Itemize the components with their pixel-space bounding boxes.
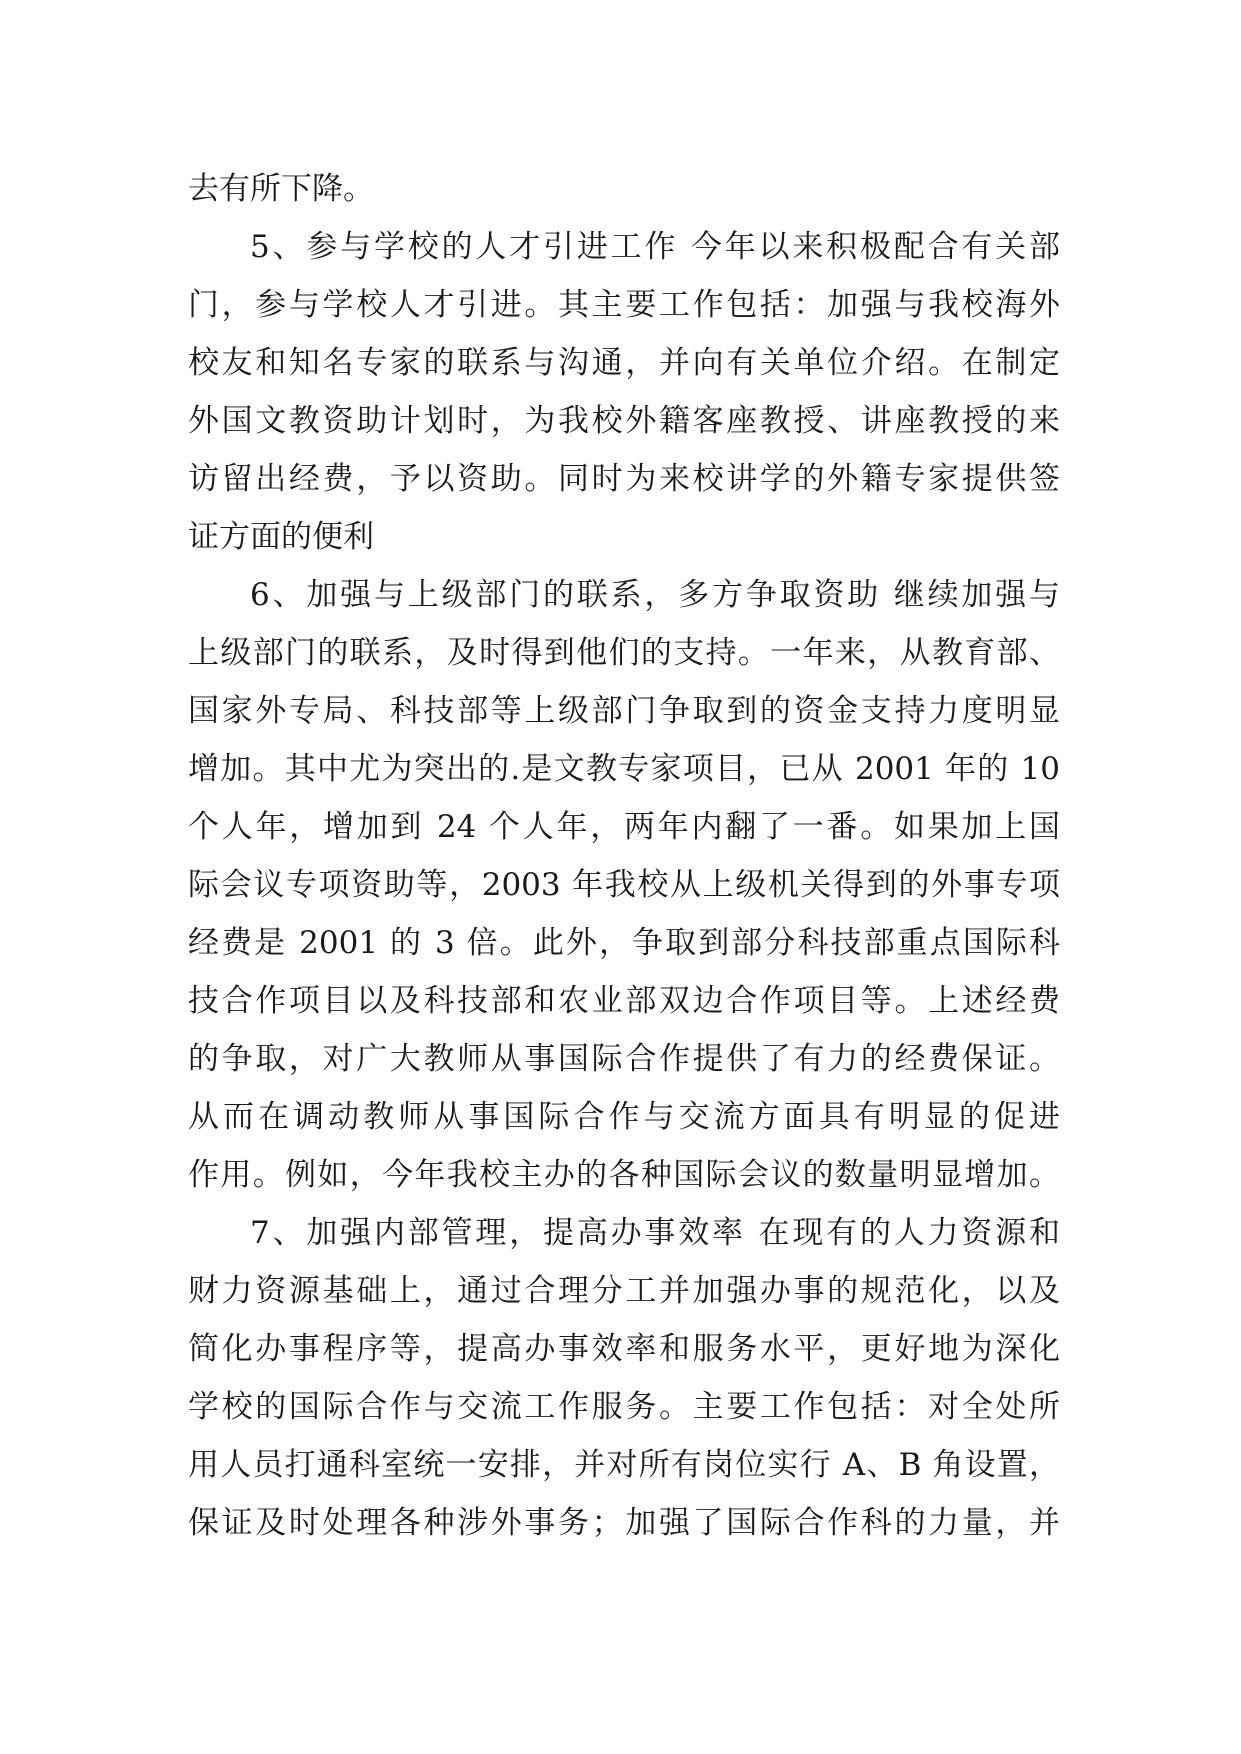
text-line: 5、参与学校的人才引进工作 今年以来积极配合有关部 <box>250 229 1060 265</box>
text-line: 作用。例如，今年我校主办的各种国际会议的数量明显增加。 <box>188 1157 1060 1193</box>
text-line: 从而在调动教师从事国际合作与交流方面具有明显的促进 <box>188 1099 1060 1135</box>
text-line: 7、加强内部管理，提高办事效率 在现有的人力资源和 <box>250 1215 1060 1251</box>
text-line: 的争取，对广大教师从事国际合作提供了有力的经费保证。 <box>188 1041 1060 1077</box>
paragraph-2-talent-recruitment <box>188 218 1060 566</box>
text-line: 用人员打通科室统一安排，并对所有岗位实行 A、B 角设置， <box>188 1447 1060 1483</box>
text-line: 门，参与学校人才引进。其主要工作包括：加强与我校海外 <box>188 287 1060 323</box>
text-line: 保证及时处理各种涉外事务；加强了国际合作科的力量，并 <box>188 1505 1060 1541</box>
text-line: 学校的国际合作与交流工作服务。主要工作包括：对全处所 <box>188 1389 1060 1425</box>
text-line: 证方面的便利 <box>188 519 374 555</box>
paragraph-3-funding <box>188 566 1060 1204</box>
text-line: 个人年，增加到 24 个人年，两年内翻了一番。如果加上国 <box>188 809 1060 845</box>
text-line: 国家外专局、科技部等上级部门争取到的资金支持力度明显 <box>188 693 1060 729</box>
text-line: 财力资源基础上，通过合理分工并加强办事的规范化，以及 <box>188 1273 1060 1309</box>
text-line: 上级部门的联系，及时得到他们的支持。一年来，从教育部、 <box>188 635 1060 671</box>
text-line: 校友和知名专家的联系与沟通，并向有关单位介绍。在制定 <box>188 345 1060 381</box>
text-line: 外国文教资助计划时，为我校外籍客座教授、讲座教授的来 <box>188 403 1060 439</box>
text-line: 去有所下降。 <box>188 171 374 207</box>
paragraph-1 <box>188 160 1060 218</box>
text-line: 经费是 2001 的 3 倍。此外，争取到部分科技部重点国际科 <box>188 925 1060 961</box>
text-line: 简化办事程序等，提高办事效率和服务水平，更好地为深化 <box>188 1331 1060 1367</box>
text-line: 访留出经费，予以资助。同时为来校讲学的外籍专家提供签 <box>188 461 1060 497</box>
text-line: 技合作项目以及科技部和农业部双边合作项目等。上述经费 <box>188 983 1060 1019</box>
text-line: 增加。其中尤为突出的.是文教专家项目，已从 2001 年的 10 <box>188 751 1060 787</box>
paragraph-4-internal-management <box>188 1204 1060 1552</box>
document-body <box>188 160 1060 1552</box>
text-line: 际会议专项资助等，2003 年我校从上级机关得到的外事专项 <box>188 867 1060 903</box>
text-line: 6、加强与上级部门的联系，多方争取资助 继续加强与 <box>250 577 1060 613</box>
